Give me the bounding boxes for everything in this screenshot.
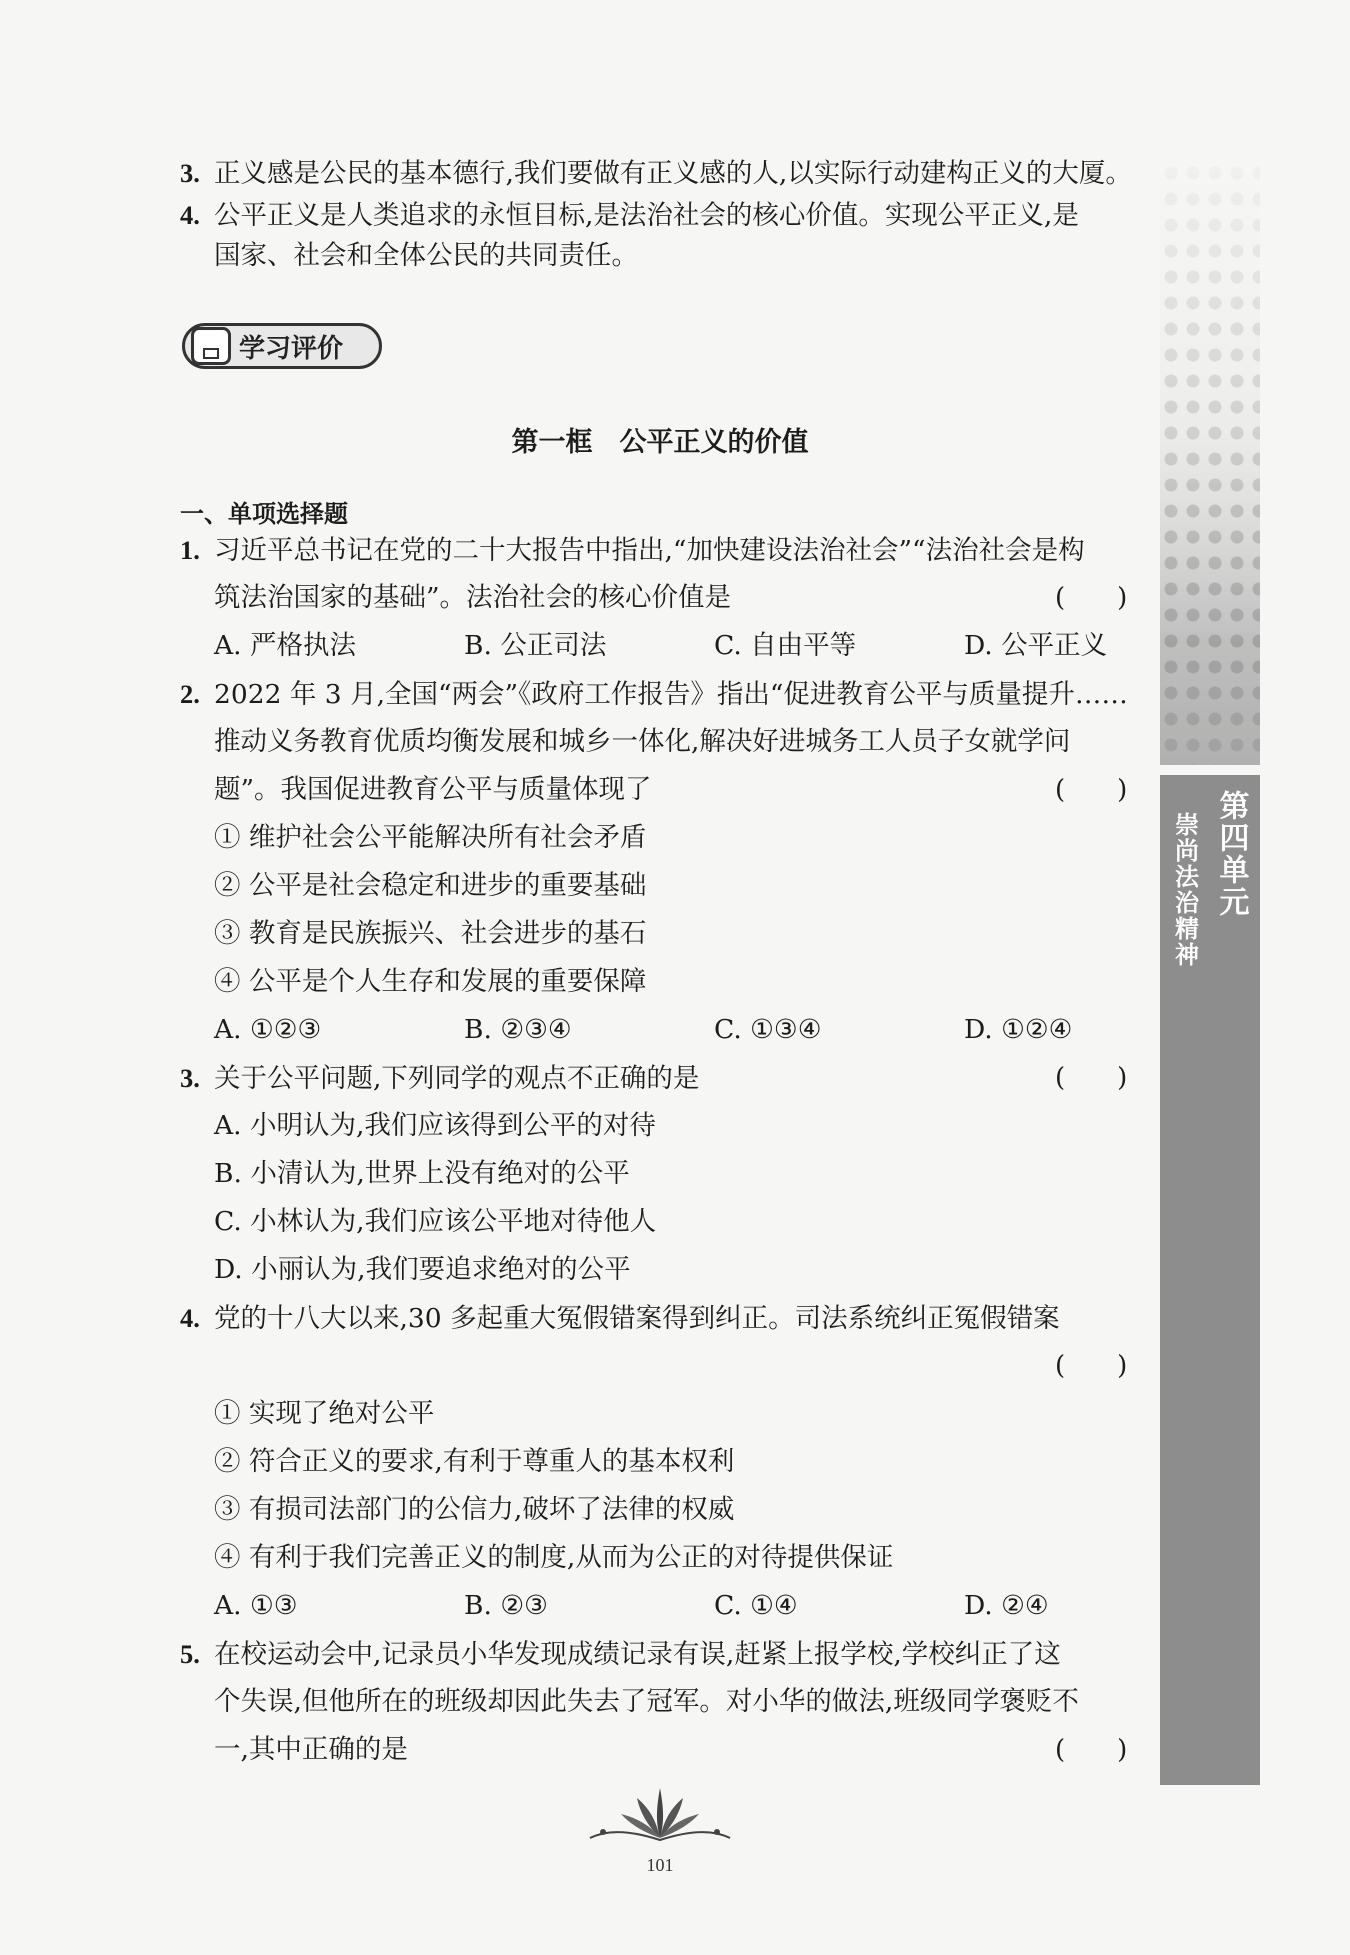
question-5-cont-1: 个失误,但他所在的班级却因此失去了冠军。对小华的做法,班级同学褒贬不 bbox=[214, 1686, 1079, 1717]
study-evaluation-badge bbox=[182, 323, 382, 369]
q2-option-b: B. ②③④ bbox=[464, 1014, 572, 1045]
q4-option-d: D. ②④ bbox=[964, 1590, 1049, 1621]
q2-option-d: D. ①②④ bbox=[964, 1014, 1073, 1045]
question-5: 5. 在校运动会中,记录员小华发现成绩记录有误,赶紧上报学校,学校纠正了这 bbox=[180, 1639, 1061, 1670]
q4-statement-2: ② 符合正义的要求,有利于尊重人的基本权利 bbox=[214, 1446, 735, 1477]
summary-point-4: 4. 公平正义是人类追求的永恒目标,是法治社会的核心价值。实现公平正义,是 bbox=[180, 200, 1079, 231]
question-2-cont-1: 推动义务教育优质均衡发展和城乡一体化,解决好进城务工人员子女就学问 bbox=[214, 726, 1071, 757]
answer-blank-3[interactable]: ( ) bbox=[1055, 1063, 1128, 1093]
answer-blank-5[interactable]: ( ) bbox=[1055, 1735, 1128, 1765]
question-2: 2. 2022 年 3 月,全国“两会”《政府工作报告》指出“促进教育公平与质量提升…… bbox=[180, 679, 1128, 710]
q1-option-a: A. 严格执法 bbox=[214, 630, 356, 661]
q3-option-c: C. 小林认为,我们应该公平地对待他人 bbox=[214, 1206, 657, 1237]
q2-statement-2: ② 公平是社会稳定和进步的重要基础 bbox=[214, 870, 647, 901]
section-title: 第一框 公平正义的价值 bbox=[511, 427, 809, 458]
side-decorative-pattern bbox=[1160, 160, 1260, 765]
q1-option-b: B. 公正司法 bbox=[464, 630, 607, 661]
answer-blank-2[interactable]: ( ) bbox=[1055, 775, 1128, 805]
q3-option-d: D. 小丽认为,我们要追求绝对的公平 bbox=[214, 1254, 631, 1285]
question-5-cont-2: 一,其中正确的是 bbox=[214, 1734, 408, 1765]
question-1-cont: 筑法治国家的基础”。法治社会的核心价值是 bbox=[214, 582, 732, 613]
floral-ornament-icon bbox=[585, 1780, 735, 1850]
answer-blank-4[interactable]: ( ) bbox=[1055, 1351, 1128, 1381]
answer-blank-1[interactable]: ( ) bbox=[1055, 583, 1128, 613]
q3-option-b: B. 小清认为,世界上没有绝对的公平 bbox=[214, 1158, 630, 1189]
q2-option-a: A. ①②③ bbox=[214, 1014, 322, 1045]
q4-option-a: A. ①③ bbox=[214, 1590, 298, 1621]
floppy-disk-icon bbox=[191, 327, 231, 365]
q4-option-b: B. ②③ bbox=[464, 1590, 548, 1621]
q2-statement-4: ④ 公平是个人生存和发展的重要保障 bbox=[214, 966, 647, 997]
q4-option-c: C. ①④ bbox=[714, 1590, 798, 1621]
question-2-cont-2: 题”。我国促进教育公平与质量体现了 bbox=[214, 774, 652, 805]
question-3: 3. 关于公平问题,下列同学的观点不正确的是 bbox=[180, 1063, 700, 1094]
summary-point-3: 3. 正义感是公民的基本德行,我们要做有正义感的人,以实际行动建构正义的大厦。 bbox=[180, 158, 1132, 189]
q4-statement-3: ③ 有损司法部门的公信力,破坏了法律的权威 bbox=[214, 1494, 735, 1525]
badge-label: 学习评价 bbox=[239, 333, 344, 364]
page-number: 101 bbox=[646, 1855, 674, 1875]
q2-statement-1: ① 维护社会公平能解决所有社会矛盾 bbox=[214, 822, 647, 853]
q1-option-c: C. 自由平等 bbox=[714, 630, 857, 661]
question-4: 4. 党的十八大以来,30 多起重大冤假错案得到纠正。司法系统纠正冤假错案 bbox=[180, 1303, 1060, 1334]
side-tab-label bbox=[1160, 790, 1260, 970]
unit-label: 第四单元 bbox=[1213, 790, 1249, 918]
question-1: 1. 习近平总书记在党的二十大报告中指出,“加快建设法治社会”“法治社会是构 bbox=[180, 535, 1085, 566]
q4-statement-4: ④ 有利于我们完善正义的制度,从而为公正的对待提供保证 bbox=[214, 1542, 894, 1573]
unit-theme: 崇尚法治精神 bbox=[1170, 812, 1199, 968]
q2-statement-3: ③ 教育是民族振兴、社会进步的基石 bbox=[214, 918, 647, 949]
q1-option-d: D. 公平正义 bbox=[964, 630, 1108, 661]
summary-point-4-cont: 国家、社会和全体公民的共同责任。 bbox=[214, 240, 638, 271]
q4-statement-1: ① 实现了绝对公平 bbox=[214, 1398, 435, 1429]
question-type-heading: 一、单项选择题 bbox=[180, 500, 348, 528]
q3-option-a: A. 小明认为,我们应该得到公平的对待 bbox=[214, 1110, 656, 1141]
q2-option-c: C. ①③④ bbox=[714, 1014, 822, 1045]
